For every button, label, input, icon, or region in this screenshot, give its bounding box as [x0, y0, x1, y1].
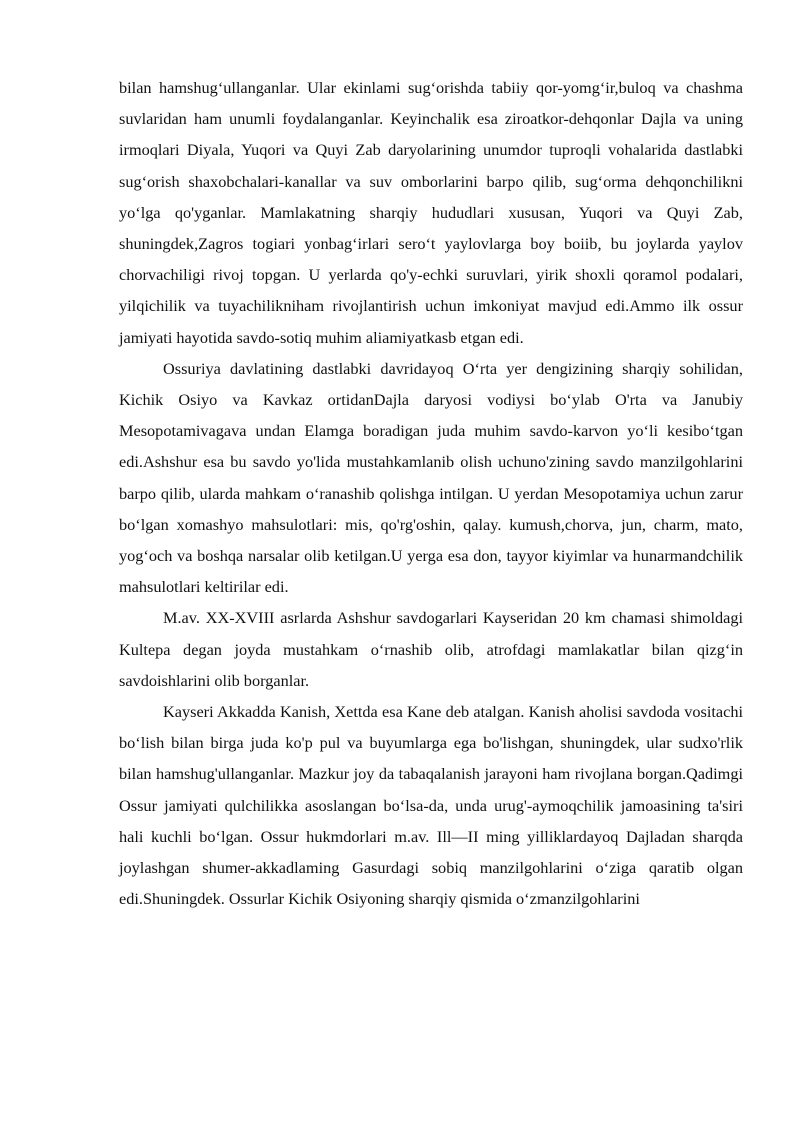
document-page — [119, 72, 743, 914]
paragraph-kultepa: M.av. XX-XVIII asrlarda Ashshur savdogarlari Kayseridan 20 km chamasi shimoldagi Kultepa degan joyda mustahkam o‘rnashib olib, atrofdagi mamlakatlar bilan qizg‘in savdoishlarini olib borganlar. — [119, 608, 743, 690]
paragraph-kanish: Kayseri Akkadda Kanish, Xettda esa Kane deb atalgan. Kanish aholisi savdoda vositachi bo‘lish bilan birga juda ko'p pul va buyumlarga ega bo'lishgan, shuningdek, ular sudxo'rlik bilan hamshug'ullanganlar. Mazkur joy da tabaqalanish jarayoni ham rivojlana borgan.Qadimgi Ossur jamiyati qulchilikka asoslangan bo‘lsa-da, unda urug'-aymoqchilik jamoasining ta'siri hali kuchli bo‘lgan. Ossur hukmdorlari m.av. Ill—II ming yilliklardayoq Dajladan sharqda joylashgan shumer-akkadlaming Gasurdagi sobiq manzilgohlarini o‘ziga qaratib olgan edi.Shuningdek. Ossurlar Kichik Osiyoning sharqiy qismida o‘zmanzilgohlarini — [119, 702, 743, 909]
paragraph-trade-routes: Ossuriya davlatining dastlabki davridayoq O‘rta yer dengizining sharqiy sohilidan, Kichik Osiyo va Kavkaz ortidanDajla daryosi vodiysi bo‘ylab O'rta va Janubiy Mesopotamivagava undan Elamga boradigan juda muhim savdo-karvon yo‘li kesibo‘tgan edi.Ashshur esa bu savdo yo'lida mustahkamlanib olish uchuno'zining savdo manzilgohlarini barpo qilib, ularda mahkam o‘ranashib qolishga intilgan. U yerdan Mesopotamiya uchun zarur bo‘lgan xomashyo mahsulotlari: mis, qo'rg'oshin, qalay. kumush,chorva, jun, charm, mato, yog‘och va boshqa narsalar olib ketilgan.U yerga esa don, tayyor kiyimlar va hunarmandchilik mahsulotlari keltirilar edi. — [119, 358, 743, 597]
paragraph-continued: bilan hamshug‘ullanganlar. Ular ekinlami sug‘orishda tabiiy qor-yomg‘ir,buloq va chashma suvlaridan ham unumli foydalanganlar. Keyinchalik esa ziroatkor-dehqonlar Dajla va uning irmoqlari Diyala, Yuqori va Quyi Zab daryolarining unumdor tuproqli vohalarida dastlabki sug‘orish shaxobchalari-kanallar va suv omborlarini barpo qilib, sug‘orma dehqonchilikni yo‘lga qo'yganlar. Mamlakatning sharqiy hududlari xususan, Yuqori va Quyi Zab, shuningdek,Zagros togiari yonbag‘irlari sero‘t yaylovlarga boy boiib, bu joylarda yaylov chorvachiligi rivoj topgan. U yerlarda qo'y-echki suruvlari, yirik shoxli qoramol podalari, yilqichilik va tuyachilikniham rivojlantirish uchun imkoniyat mavjud edi.Ammo ilk ossur jamiyati hayotida savdo-sotiq muhim aliamiyatkasb etgan edi. — [119, 78, 743, 347]
